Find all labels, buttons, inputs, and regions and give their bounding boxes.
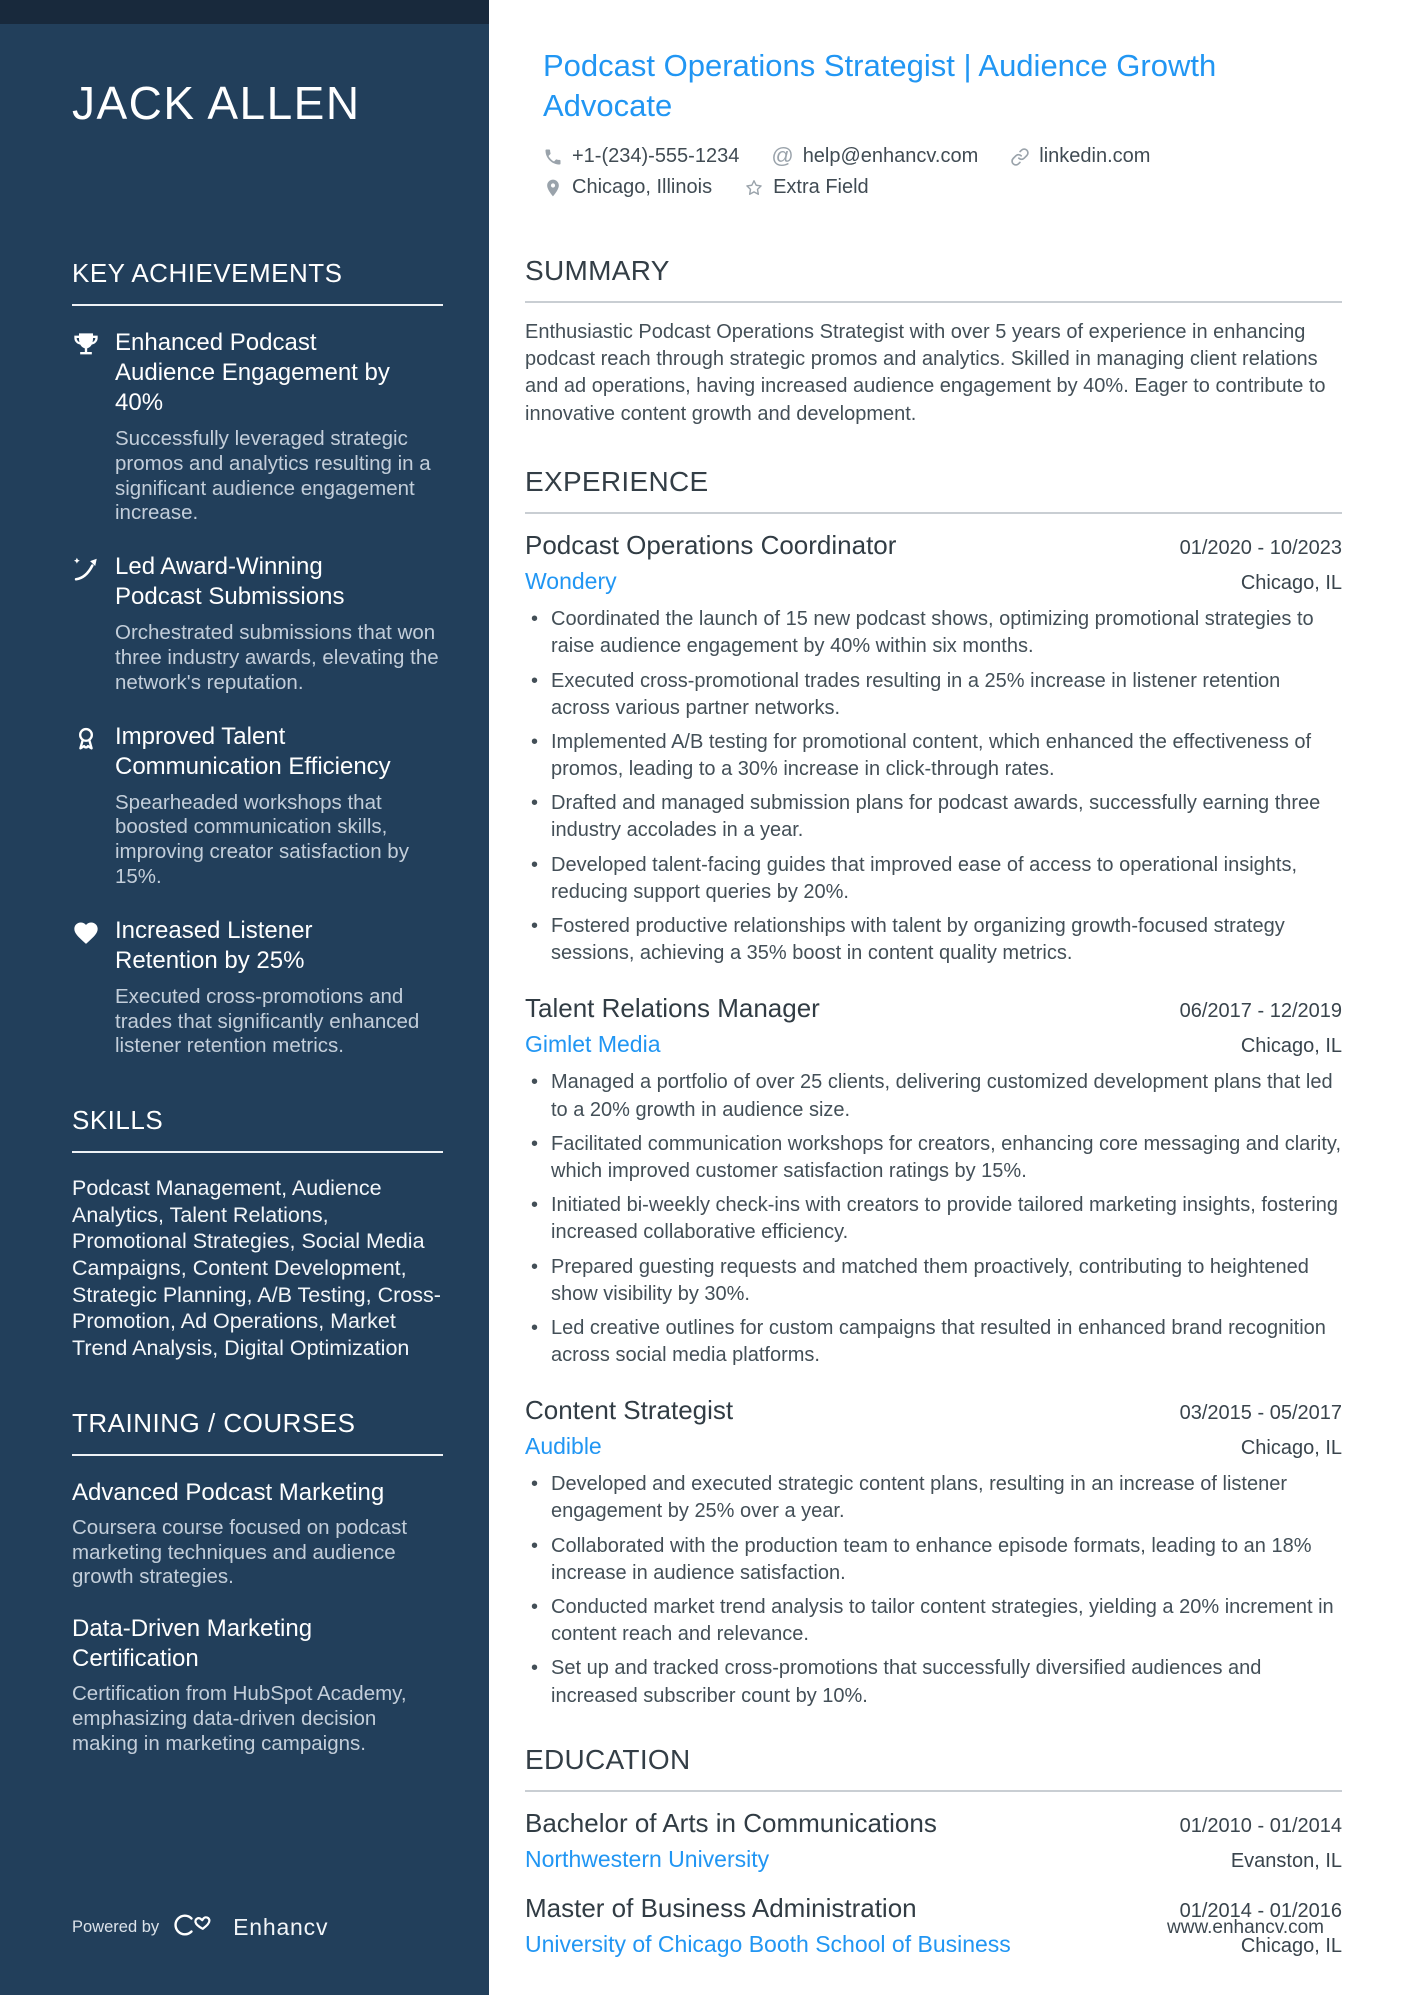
achievement-item bbox=[72, 916, 443, 1059]
job-bullet: • Implemented A/B testing for promotional content, which enhanced the effectiveness of promos, leading to a 30% increase in click-through rates. bbox=[531, 729, 1341, 783]
enhancv-logo-icon bbox=[173, 1912, 219, 1943]
trophy-icon bbox=[72, 328, 100, 526]
phone-icon bbox=[543, 146, 563, 166]
section-divider bbox=[72, 304, 443, 306]
email-address: help@enhancv.com bbox=[802, 144, 979, 167]
heart-icon bbox=[72, 916, 100, 1059]
linkedin-contact[interactable] bbox=[1010, 141, 1150, 172]
skills-title: SKILLS bbox=[72, 1105, 164, 1136]
job-bullet: • Facilitated communication workshops for creators, enhancing core messaging and clarity, which improved customer satisfaction ratings by 15%. bbox=[531, 1131, 1341, 1185]
job-dates: 06/2017 - 12/2019 bbox=[1179, 1000, 1342, 1023]
section-divider bbox=[72, 1151, 443, 1153]
resume-header bbox=[525, 46, 1342, 203]
section-divider bbox=[525, 1790, 1342, 1792]
contact-row-1 bbox=[543, 141, 1342, 172]
phone-number: +1-(234)-555-1234 bbox=[572, 144, 740, 167]
job-title: Podcast Operations Coordinator bbox=[525, 530, 897, 561]
education-location: Evanston, IL bbox=[1230, 1849, 1342, 1872]
company-link[interactable]: Wondery bbox=[525, 568, 617, 595]
job-bullet: • Set up and tracked cross-promotions that successfully diversified audiences and increased subscriber count by 10%. bbox=[531, 1655, 1341, 1709]
school-link[interactable]: University of Chicago Booth School of Business bbox=[525, 1930, 1011, 1957]
powered-by-footer bbox=[72, 1912, 328, 1943]
education-heading: EDUCATION bbox=[525, 1743, 691, 1775]
achievement-body: Spearheaded workshops that boosted communication skills, improving creator satisfaction by 15%. bbox=[115, 790, 409, 888]
location-text: Chicago, Illinois bbox=[572, 175, 713, 198]
enhancv-wordmark: Enhancv bbox=[233, 1914, 329, 1940]
job-bullet: • Managed a portfolio of over 25 clients, delivering customized development plans that led to a 20% growth in audience size. bbox=[531, 1069, 1341, 1123]
achievement-body: Orchestrated submissions that won three industry awards, elevating the network's reputation. bbox=[115, 621, 439, 694]
company-link[interactable]: Gimlet Media bbox=[525, 1031, 661, 1058]
training-title: TRAINING / COURSES bbox=[72, 1407, 356, 1438]
education-entry bbox=[525, 1808, 1342, 1873]
job-bullet: • Collaborated with the production team to enhance episode formats, leading to an 18% increase in audience satisfaction. bbox=[531, 1533, 1341, 1587]
section-divider bbox=[525, 301, 1342, 303]
key-achievements-title: KEY ACHIEVEMENTS bbox=[72, 258, 343, 288]
job-bullet: • Executed cross-promotional trades resulting in a 25% increase in listener retention across various partner networks. bbox=[531, 668, 1341, 722]
powered-by-label: Powered by bbox=[72, 1918, 160, 1936]
job-bullet-list bbox=[525, 606, 1341, 967]
job-bullet: • Coordinated the launch of 15 new podcast shows, optimizing promotional strategies to raise audience engagement by 40% within six months. bbox=[531, 606, 1341, 660]
company-link[interactable]: Audible bbox=[525, 1433, 602, 1460]
degree-title: Bachelor of Arts in Communications bbox=[525, 1807, 937, 1838]
experience-heading: EXPERIENCE bbox=[525, 466, 709, 498]
job-bullet-list bbox=[525, 1069, 1341, 1369]
star-icon bbox=[744, 177, 764, 197]
job-bullet: • Drafted and managed submission plans for podcast awards, successfully earning three industry accolades in a year. bbox=[531, 790, 1341, 844]
achievement-title: Led Award-Winning Podcast Submissions bbox=[115, 553, 345, 611]
school-link[interactable]: Northwestern University bbox=[525, 1845, 770, 1872]
trajectory-arrow-icon bbox=[72, 552, 100, 695]
job-bullet: • Prepared guesting requests and matched them proactively, contributing to heightened show visibility by 30%. bbox=[531, 1254, 1341, 1308]
sidebar bbox=[0, 0, 489, 1995]
section-divider bbox=[72, 1454, 443, 1456]
enhancv-site-link[interactable]: www.enhancv.com bbox=[1167, 1917, 1324, 1938]
job-bullet: • Initiated bi-weekly check-ins with creators to provide tailored marketing insights, fostering increased collaborative efficiency. bbox=[531, 1192, 1341, 1246]
job-bullet: • Led creative outlines for custom campaigns that resulted in enhanced brand recognition across social media platforms. bbox=[531, 1315, 1341, 1369]
education-dates: 01/2010 - 01/2014 bbox=[1179, 1814, 1342, 1837]
experience-entry bbox=[525, 530, 1342, 967]
achievement-title: Improved Talent Communication Efficiency bbox=[115, 722, 391, 780]
achievement-body: Executed cross-promotions and trades that significantly enhanced listener retention metrics. bbox=[115, 984, 420, 1058]
job-bullet: • Developed and executed strategic content plans, resulting in an increase of listener engagement by 25% over a year. bbox=[531, 1471, 1341, 1525]
summary-section bbox=[525, 255, 1342, 429]
job-location: Chicago, IL bbox=[1240, 572, 1342, 595]
experience-entry bbox=[525, 993, 1342, 1369]
education-location: Chicago, IL bbox=[1240, 1934, 1342, 1957]
skills-list: Podcast Management, Audience Analytics, Talent Relations, Promotional Strategies, Social Media Campaigns, Content Development, Strategic Planning, A/B Testing, Cross-Promotion, Ad Operations, Market Trend Analysis, Digital Optimization bbox=[72, 1176, 441, 1361]
linkedin-url: linkedin.com bbox=[1039, 144, 1151, 167]
top-accent-bar bbox=[0, 0, 489, 24]
job-bullet-list bbox=[525, 1471, 1341, 1710]
link-icon bbox=[1010, 146, 1030, 166]
course-title: Advanced Podcast Marketing bbox=[72, 1478, 385, 1506]
degree-title: Master of Business Administration bbox=[525, 1892, 917, 1923]
extra-field-text: Extra Field bbox=[773, 175, 869, 198]
training-section bbox=[72, 1408, 443, 1757]
location-contact bbox=[543, 172, 712, 203]
course-title: Data-Driven Marketing Certification bbox=[72, 1615, 313, 1673]
main-content bbox=[489, 0, 1410, 1958]
summary-heading: SUMMARY bbox=[525, 254, 670, 286]
job-location: Chicago, IL bbox=[1240, 1437, 1342, 1460]
job-title: Content Strategist bbox=[525, 1395, 734, 1426]
headline-job-title: Podcast Operations Strategist | Audience Growth Advocate bbox=[543, 48, 1217, 124]
course-description: Certification from HubSpot Academy, emphasizing data-driven decision making in marketing campaigns. bbox=[72, 1682, 407, 1755]
job-bullet: • Conducted market trend analysis to tailor content strategies, yielding a 20% increment in content reach and relevance. bbox=[531, 1594, 1341, 1648]
email-contact[interactable] bbox=[771, 141, 978, 172]
education-dates: 01/2014 - 01/2016 bbox=[1179, 1899, 1342, 1922]
candidate-name: JACK ALLEN bbox=[72, 77, 361, 129]
achievement-title: Enhanced Podcast Audience Engagement by 40% bbox=[115, 329, 390, 416]
job-bullet: • Developed talent-facing guides that improved ease of access to operational insights, reducing support queries by 20%. bbox=[531, 852, 1341, 906]
contact-row-2 bbox=[543, 172, 1342, 203]
phone-contact[interactable] bbox=[543, 141, 739, 172]
achievement-item bbox=[72, 722, 443, 890]
summary-text: Enthusiastic Podcast Operations Strategist with over 5 years of experience in enhancing podcast reach through strategic promos and analytics. Skilled in managing client relations and ad operations, having increased audience engagement by 40%. Eager to contribute to innovative content growth and development. bbox=[525, 320, 1326, 425]
key-achievements-section bbox=[72, 258, 443, 1059]
job-dates: 01/2020 - 10/2023 bbox=[1179, 537, 1342, 560]
experience-entry bbox=[525, 1395, 1342, 1710]
job-title: Talent Relations Manager bbox=[525, 993, 820, 1024]
course-description: Coursera course focused on podcast marketing techniques and audience growth strategies. bbox=[72, 1515, 408, 1589]
achievement-item bbox=[72, 552, 443, 695]
achievement-item bbox=[72, 328, 443, 526]
medal-icon bbox=[72, 722, 100, 890]
experience-section bbox=[525, 466, 1342, 1710]
section-divider bbox=[525, 512, 1342, 514]
job-location: Chicago, IL bbox=[1240, 1035, 1342, 1058]
job-dates: 03/2015 - 05/2017 bbox=[1179, 1402, 1342, 1425]
achievement-title: Increased Listener Retention by 25% bbox=[115, 916, 313, 974]
extra-field-contact bbox=[744, 172, 869, 203]
map-pin-icon bbox=[543, 177, 563, 197]
achievement-body: Successfully leveraged strategic promos and analytics resulting in a significant audience engagement increase. bbox=[115, 427, 431, 525]
at-sign-icon: @ bbox=[771, 143, 794, 169]
job-bullet: • Fostered productive relationships with talent by organizing growth-focused strategy sessions, achieving a 35% boost in content quality metrics. bbox=[531, 913, 1341, 967]
skills-section bbox=[72, 1105, 443, 1362]
